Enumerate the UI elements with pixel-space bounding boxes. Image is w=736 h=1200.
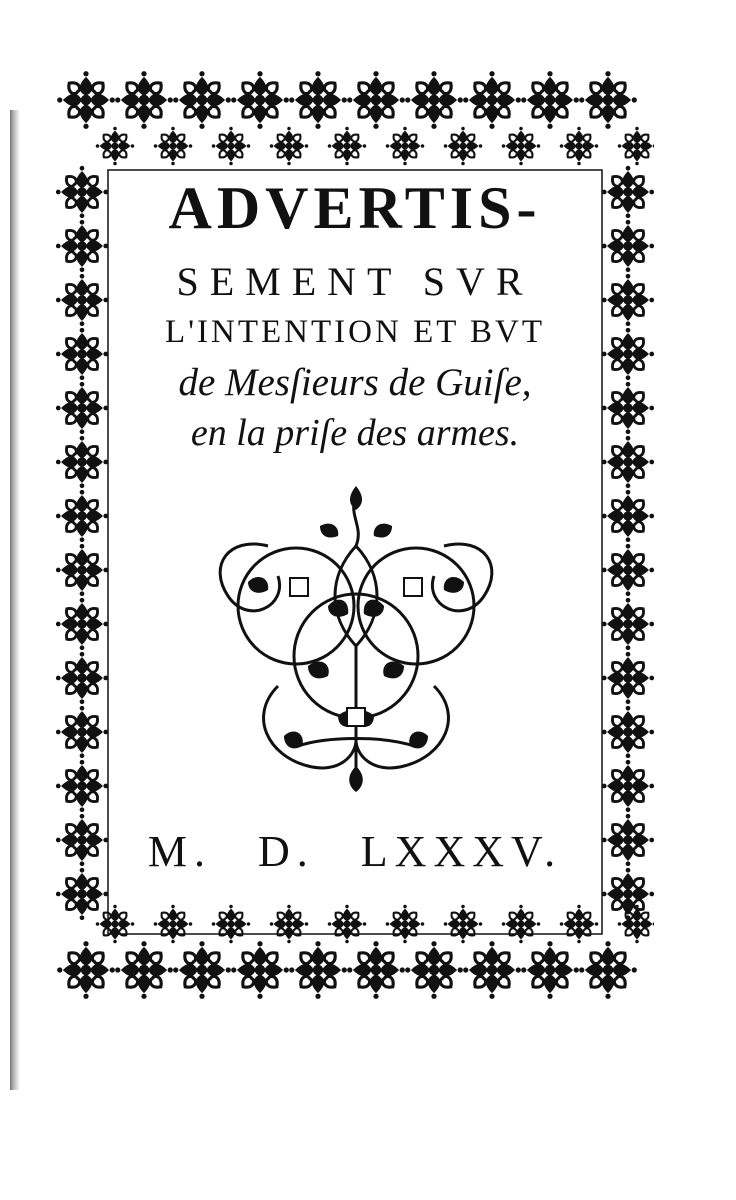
- title-line-2: SEMENT SVR: [176, 259, 534, 304]
- fleuron-icon: [115, 71, 173, 129]
- fleuron-icon: [56, 274, 108, 326]
- title-line-4: de Mesſieurs de Guiſe,: [178, 361, 532, 404]
- fleuron-icon: [602, 598, 654, 650]
- fleuron-icon: [579, 71, 637, 129]
- fleuron-icon: [270, 905, 309, 944]
- fleuron-icon: [289, 941, 347, 999]
- fleuron-icon: [212, 127, 251, 166]
- fleuron-icon: [521, 71, 579, 129]
- date-lxxxv: LXXXV.: [360, 827, 563, 876]
- fleuron-icon: [405, 941, 463, 999]
- fleuron-icon: [56, 814, 108, 866]
- fleuron-icon: [231, 941, 289, 999]
- fleuron-icon: [57, 941, 115, 999]
- fleuron-icon: [463, 71, 521, 129]
- fleuron-icon: [347, 941, 405, 999]
- fleuron-icon: [328, 127, 367, 166]
- fleuron-icon: [560, 905, 599, 944]
- fleuron-icon: [602, 706, 654, 758]
- fleuron-icon: [56, 490, 108, 542]
- fleuron-icon: [57, 71, 115, 129]
- arabesque-ornament-icon: [208, 486, 504, 792]
- fleuron-icon: [386, 905, 425, 944]
- fleuron-icon: [56, 652, 108, 704]
- fleuron-icon: [96, 127, 135, 166]
- fleuron-icon: [602, 652, 654, 704]
- fleuron-icon: [56, 328, 108, 380]
- fleuron-icon: [56, 382, 108, 434]
- fleuron-icon: [231, 71, 289, 129]
- fleuron-icon: [56, 706, 108, 758]
- fleuron-icon: [602, 382, 654, 434]
- fleuron-icon: [444, 127, 483, 166]
- fleuron-icon: [618, 905, 654, 944]
- fleuron-icon: [56, 868, 108, 920]
- fleuron-icon: [602, 436, 654, 488]
- fleuron-icon: [560, 127, 599, 166]
- fleuron-icon: [173, 941, 231, 999]
- date-d: D.: [258, 827, 315, 876]
- imprint-date: [112, 826, 598, 877]
- fleuron-icon: [56, 598, 108, 650]
- fleuron-icon: [405, 71, 463, 129]
- title-line-5: en la priſe des armes.: [190, 412, 520, 454]
- fleuron-icon: [270, 127, 309, 166]
- title-block: [112, 175, 598, 454]
- fleuron-icon: [602, 490, 654, 542]
- fleuron-icon: [602, 328, 654, 380]
- fleuron-icon: [328, 905, 367, 944]
- fleuron-icon: [289, 71, 347, 129]
- fleuron-icon: [502, 127, 541, 166]
- fleuron-icon: [56, 166, 108, 218]
- fleuron-icon: [463, 941, 521, 999]
- fleuron-icon: [56, 436, 108, 488]
- fleuron-icon: [602, 814, 654, 866]
- fleuron-icon: [173, 71, 231, 129]
- fleuron-icon: [386, 127, 425, 166]
- fleuron-icon: [521, 941, 579, 999]
- fleuron-icon: [602, 220, 654, 272]
- fleuron-icon: [444, 905, 483, 944]
- fleuron-icon: [56, 760, 108, 812]
- fleuron-icon: [56, 220, 108, 272]
- fleuron-icon: [347, 71, 405, 129]
- fleuron-icon: [579, 941, 637, 999]
- fleuron-icon: [618, 127, 654, 166]
- fleuron-icon: [212, 905, 251, 944]
- fleuron-icon: [56, 544, 108, 596]
- fleuron-icon: [602, 166, 654, 218]
- title-line-3: L'INTENTION ET BVT: [164, 314, 546, 350]
- fleuron-icon: [154, 127, 193, 166]
- fleuron-icon: [602, 544, 654, 596]
- fleuron-icon: [602, 274, 654, 326]
- fleuron-icon: [602, 760, 654, 812]
- fleuron-icon: [154, 905, 193, 944]
- date-m: M.: [147, 827, 213, 876]
- page-edge-shadow: [10, 110, 20, 1090]
- fleuron-icon: [502, 905, 541, 944]
- title-line-1: ADVERTIS-: [168, 175, 542, 241]
- fleuron-icon: [96, 905, 135, 944]
- fleuron-icon: [115, 941, 173, 999]
